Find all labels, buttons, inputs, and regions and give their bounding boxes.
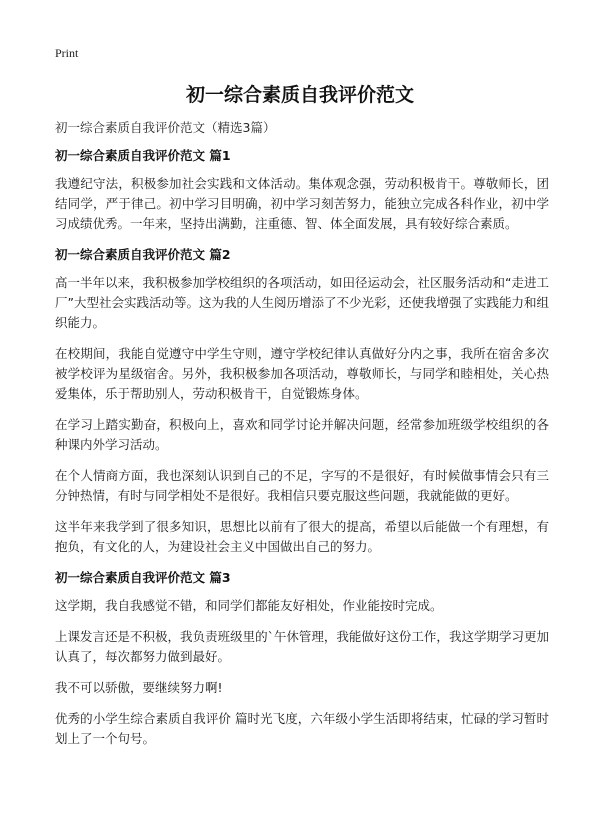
paragraph: 高一半年以来，我积极参加学校组织的各项活动，如田径运动会，社区服务活动和“走进工厂”大型社会实践活动等。这为我的人生阅历增添了不少光彩，还使我增强了实践能力和组织能力。 [55, 275, 549, 330]
paragraph: 这半年来我学到了很多知识，思想比以前有了很大的提高，希望以后能做一个有理想，有抱负，有文化的人，为建设社会主义中国做出自己的努力。 [55, 519, 549, 554]
section-1 [55, 146, 549, 234]
paragraph: 我不可以骄傲，要继续努力啊! [55, 680, 223, 695]
document-subtitle: 初一综合素质自我评价范文（精选3篇） [55, 120, 276, 135]
section-2 [55, 245, 549, 557]
page-title: 初一综合素质自我评价范文 [185, 84, 414, 106]
paragraph: 优秀的小学生综合素质自我评价 篇时光飞度，六年级小学生活即将结束，忙碌的学习暂时划上了一个句号。 [55, 711, 549, 746]
print-label: Print [55, 46, 79, 60]
paragraph: 我遵纪守法，积极参加社会实践和文体活动。集体观念强，劳动积极肯干。尊敬师长，团结同学，严于律己。初中学习目明确，初中学习刻苦努力，能独立完成各科作业，初中学习成绩优秀。一年来，坚持出满勤，注重德、智、体全面发展，具有较好综合素质。 [55, 176, 549, 231]
paragraph: 在个人情商方面，我也深刻认识到自己的不足，字写的不是很好，有时候做事情会只有三分钟热情，有时与同学相处不是很好。我相信只要克服这些问题，我就能做的更好。 [55, 468, 549, 503]
paragraph: 这学期，我自我感觉不错，和同学们都能友好相处，作业能按时完成。 [55, 598, 443, 613]
paragraph: 在学习上踏实勤奋，积极向上，喜欢和同学讨论并解决问题，经常参加班级学校组织的各种课内外学习活动。 [55, 417, 549, 452]
section-3 [55, 568, 549, 749]
paragraph: 在校期间，我能自觉遵守中学生守则，遵守学校纪律认真做好分内之事，我所在宿舍多次被学校评为星级宿舍。另外，我积极参加各项活动，尊敬师长，与同学和睦相处，关心热爱集体，乐于帮助别人，劳动积极肯干，自觉锻炼身体。 [55, 346, 549, 401]
section-heading: 初一综合素质自我评价范文 篇1 [55, 148, 231, 163]
document-body [55, 118, 549, 760]
paragraph: 上课发言还是不积极，我负责班级里的`午休管理，我能做好这份工作，我这学期学习更加认真了，每次都努力做到最好。 [55, 629, 549, 664]
section-heading: 初一综合素质自我评价范文 篇2 [55, 247, 231, 262]
section-heading: 初一综合素质自我评价范文 篇3 [55, 570, 231, 585]
